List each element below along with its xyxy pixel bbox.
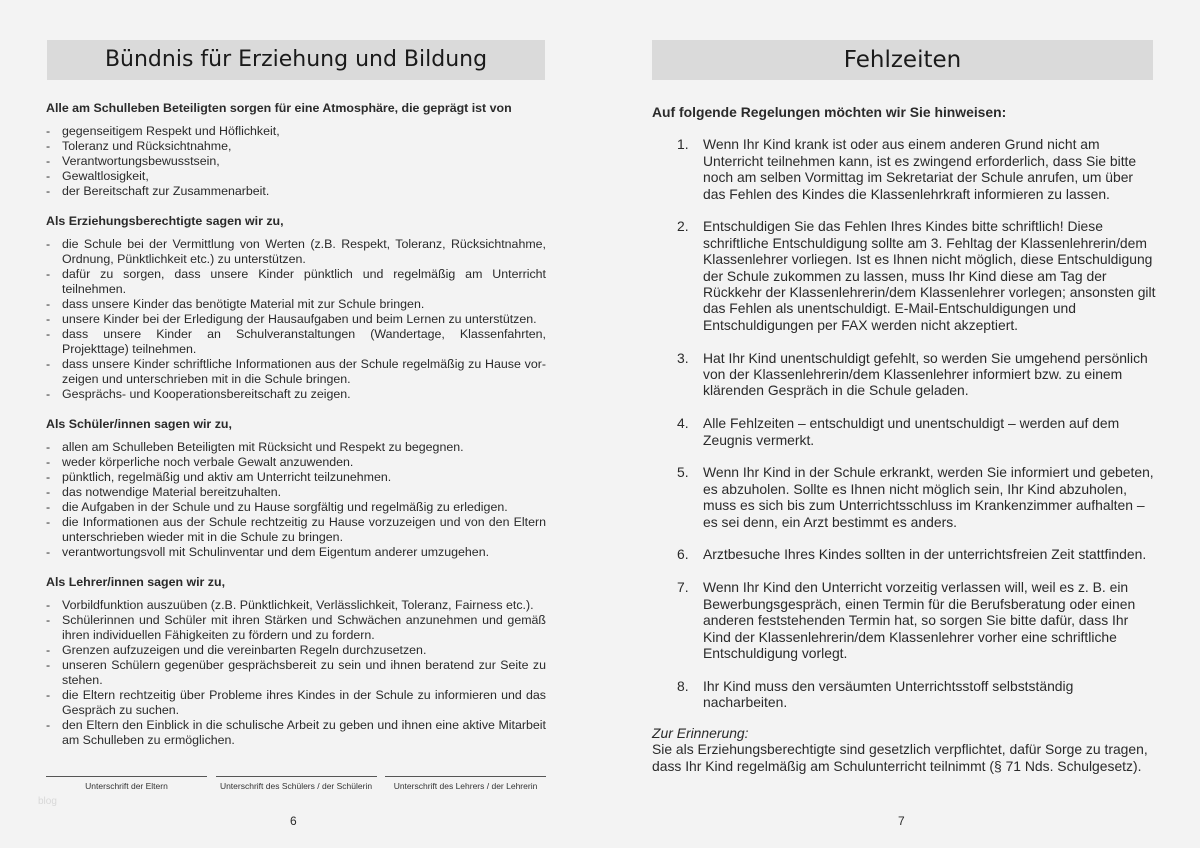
list-item: - der Bereitschaft zur Zusammenarbeit. [46, 184, 546, 199]
page-title: Bündnis für Erziehung und Bildung [47, 40, 545, 80]
list-item: - dafür zu sorgen, dass unsere Kinder pünktlich und regelmäßig am Unterricht teilnehmen. [46, 267, 546, 297]
rule-number: 7. [677, 579, 689, 596]
rules-list [652, 136, 1157, 710]
page-right [600, 0, 1200, 848]
reminder-label: Zur Erinnerung: [652, 724, 749, 741]
rule-text: Hat Ihr Kind unentschuldigt gefehlt, so werden Sie umgehend persönlich von der Klassenlehrerin/dem Klassenlehrer informiert bzw. zu einem klärenden Gespräch in die Schule geladen. [703, 349, 1148, 399]
section-list [46, 598, 546, 748]
list-item: - unseren Schülern gegenüber gesprächsbereit zu sein und ihnen beratend zur Seite zu stehen. [46, 658, 546, 688]
list-item: - unsere Kinder bei der Erledigung der Hausaufgaben und beim Lernen zu unterstützen. [46, 312, 546, 327]
rule-text: Wenn Ihr Kind krank ist oder aus einem anderen Grund nicht am Unterricht teilnehmen kann, ist es zwingend erforderlich, dass Sie bitte noch am selben Vormittag im Sekretariat der Schule anrufen, um über das Fehlen des Kindes die Klassenlehrkraft informieren zu lassen. [703, 136, 1137, 202]
list-item: - verantwortungsvoll mit Schulinventar und dem Eigentum anderer umzugehen. [46, 545, 546, 560]
rule-text: Ihr Kind muss den versäumten Unterrichtsstoff selbstständig nacharbeiten. [703, 677, 1074, 711]
section-list [46, 440, 546, 560]
page-title: Fehlzeiten [652, 40, 1153, 80]
rule-number: 2. [677, 218, 689, 235]
rule-number: 8. [677, 677, 689, 694]
watermark: blog [38, 796, 57, 807]
list-item: - die Aufgaben in der Schule und zu Hause sorgfältig und regelmäßig zu erledigen. [46, 500, 546, 515]
signature-parents: Unterschrift der Eltern [46, 776, 207, 791]
list-item: - Schülerinnen und Schüler mit ihren Stärken und Schwächen anzunehmen und gemäß ihren individuellen Fähigkeiten zu fördern und zu fordern. [46, 613, 546, 643]
list-item: - die Informationen aus der Schule rechtzeitig zu Hause vorzuzeigen und von den Eltern unterschrieben wieder mit in die Schule zu bringen. [46, 515, 546, 545]
signature-lines [46, 776, 546, 791]
section-heading: Als Lehrer/innen sagen wir zu, [46, 575, 226, 589]
rule-number: 5. [677, 464, 689, 481]
rule-text: Entschuldigen Sie das Fehlen Ihres Kindes bitte schriftlich! Diese schriftliche Entschuldigung sollte am 3. Fehltag der Klassenlehrerin/dem Klassenlehrer vorliegen. Ist es Ihnen nicht möglich, diese Entschuldigung der Schule zukommen zu lassen, muss Ihr Kind diese am Tag der Rückkehr der Klassenlehrerin/dem Klassenlehrer vorlegen; ansonsten gilt das Fehlen als unentschuldigt. E-Mail-Entschuldigungen und Entschuldigungen per FAX werden nicht akzeptiert. [703, 218, 1156, 333]
list-item: - die Eltern rechtzeitig über Probleme ihres Kindes in der Schule zu informieren und das Gespräch zu suchen. [46, 688, 546, 718]
rule-item [652, 136, 1157, 202]
list-item: - dass unsere Kinder an Schulveranstaltungen (Wandertage, Klassenfahrten, Projekttage) teilnehmen. [46, 327, 546, 357]
section-heading: Als Schüler/innen sagen wir zu, [46, 417, 232, 431]
rule-item [652, 218, 1157, 333]
list-item: - pünktlich, regelmäßig und aktiv am Unterricht teilzunehmen. [46, 470, 546, 485]
rule-item [652, 415, 1157, 448]
rule-text: Alle Fehlzeiten – entschuldigt und unentschuldigt – werden auf dem Zeugnis vermerkt. [703, 415, 1120, 448]
rule-number: 1. [677, 136, 689, 153]
section-list [46, 237, 546, 402]
rule-item [652, 350, 1157, 399]
rule-item [652, 579, 1157, 661]
list-item: - gegenseitigem Respekt und Höflichkeit, [46, 124, 546, 139]
list-item: - den Eltern den Einblick in die schulische Arbeit zu geben und ihnen eine aktive Mitarbeit am Schulleben zu ermöglichen. [46, 718, 546, 748]
list-item: - Verantwortungsbewusstsein, [46, 154, 546, 169]
absence-content [652, 104, 1157, 774]
list-item: - Toleranz und Rücksichtnahme, [46, 139, 546, 154]
rule-text: Wenn Ihr Kind den Unterricht vorzeitig verlassen will, weil es z. B. ein Bewerbungsgespräch, einen Termin für die Berufsberatung oder einen anderen feststehenden Termin hat, so sorgen Sie bitte dafür, dass Ihr Kind der Klassenlehrerin/dem Klassenlehrer vorher eine schriftliche Entschuldigung vorlegt. [703, 579, 1136, 661]
list-item: - Gesprächs- und Kooperationsbereitschaft zu zeigen. [46, 387, 546, 402]
commitments-content [46, 101, 546, 763]
list-item: - allen am Schulleben Beteiligten mit Rücksicht und Respekt zu begegnen. [46, 440, 546, 455]
page-number: 6 [290, 814, 297, 828]
list-item: - Grenzen aufzuzeigen und die vereinbarten Regeln durchzusetzen. [46, 643, 546, 658]
reminder-text: Sie als Erziehungsberechtigte sind gesetzlich verpflichtet, dafür Sorge zu tragen, dass Ihr Kind regelmäßig am Schulunterricht teilnimmt (§ 71 Nds. Schulgesetz). [652, 741, 1148, 774]
rule-item [652, 546, 1157, 562]
list-item: - das notwendige Material bereitzuhalten. [46, 485, 546, 500]
signature-teacher: Unterschrift des Lehrers / der Lehrerin [385, 776, 546, 791]
page-number: 7 [898, 814, 905, 828]
list-item: - dass unsere Kinder das benötigte Material mit zur Schule bringen. [46, 297, 546, 312]
section-heading: Als Erziehungsberechtigte sagen wir zu, [46, 214, 284, 228]
list-item: - weder körperliche noch verbale Gewalt anzuwenden. [46, 455, 546, 470]
rule-text: Wenn Ihr Kind in der Schule erkrankt, werden Sie informiert und gebeten, es abzuholen. Sollte es Ihnen nicht möglich sein, Ihr Kind abzuholen, muss es sich bis zum Unterrichtsschluss im Krankenzimmer aufhalten – es sei denn, ein Arzt bestimmt es anders. [703, 464, 1154, 530]
rule-number: 6. [677, 546, 689, 563]
list-item: - Vorbildfunktion auszuüben (z.B. Pünktlichkeit, Verlässlichkeit, Toleranz, Fairness etc.). [46, 598, 546, 613]
list-item: - Gewaltlosigkeit, [46, 169, 546, 184]
intro-heading: Auf folgende Regelungen möchten wir Sie hinweisen: [652, 104, 1007, 120]
list-item: - die Schule bei der Vermittlung von Werten (z.B. Respekt, Toleranz, Rücksichtnahme, Ordnung, Pünktlichkeit etc.) zu unterstützen. [46, 237, 546, 267]
rule-item [652, 678, 1157, 711]
signature-student: Unterschrift des Schülers / der Schülerin [216, 776, 377, 791]
rule-item [652, 464, 1157, 530]
section-list [46, 124, 546, 199]
rule-number: 3. [677, 349, 689, 366]
section-heading: Alle am Schulleben Beteiligten sorgen für eine Atmosphäre, die geprägt ist von [46, 101, 512, 115]
rule-text: Arztbesuche Ihres Kindes sollten in der unterrichtsfreien Zeit stattfinden. [703, 546, 1147, 563]
list-item: - dass unsere Kinder schriftliche Informationen aus der Schule regelmäßig zu Hause vor-zeigen und unterschrieben mit in die Schule bringen. [46, 357, 546, 387]
rule-number: 4. [677, 415, 689, 432]
